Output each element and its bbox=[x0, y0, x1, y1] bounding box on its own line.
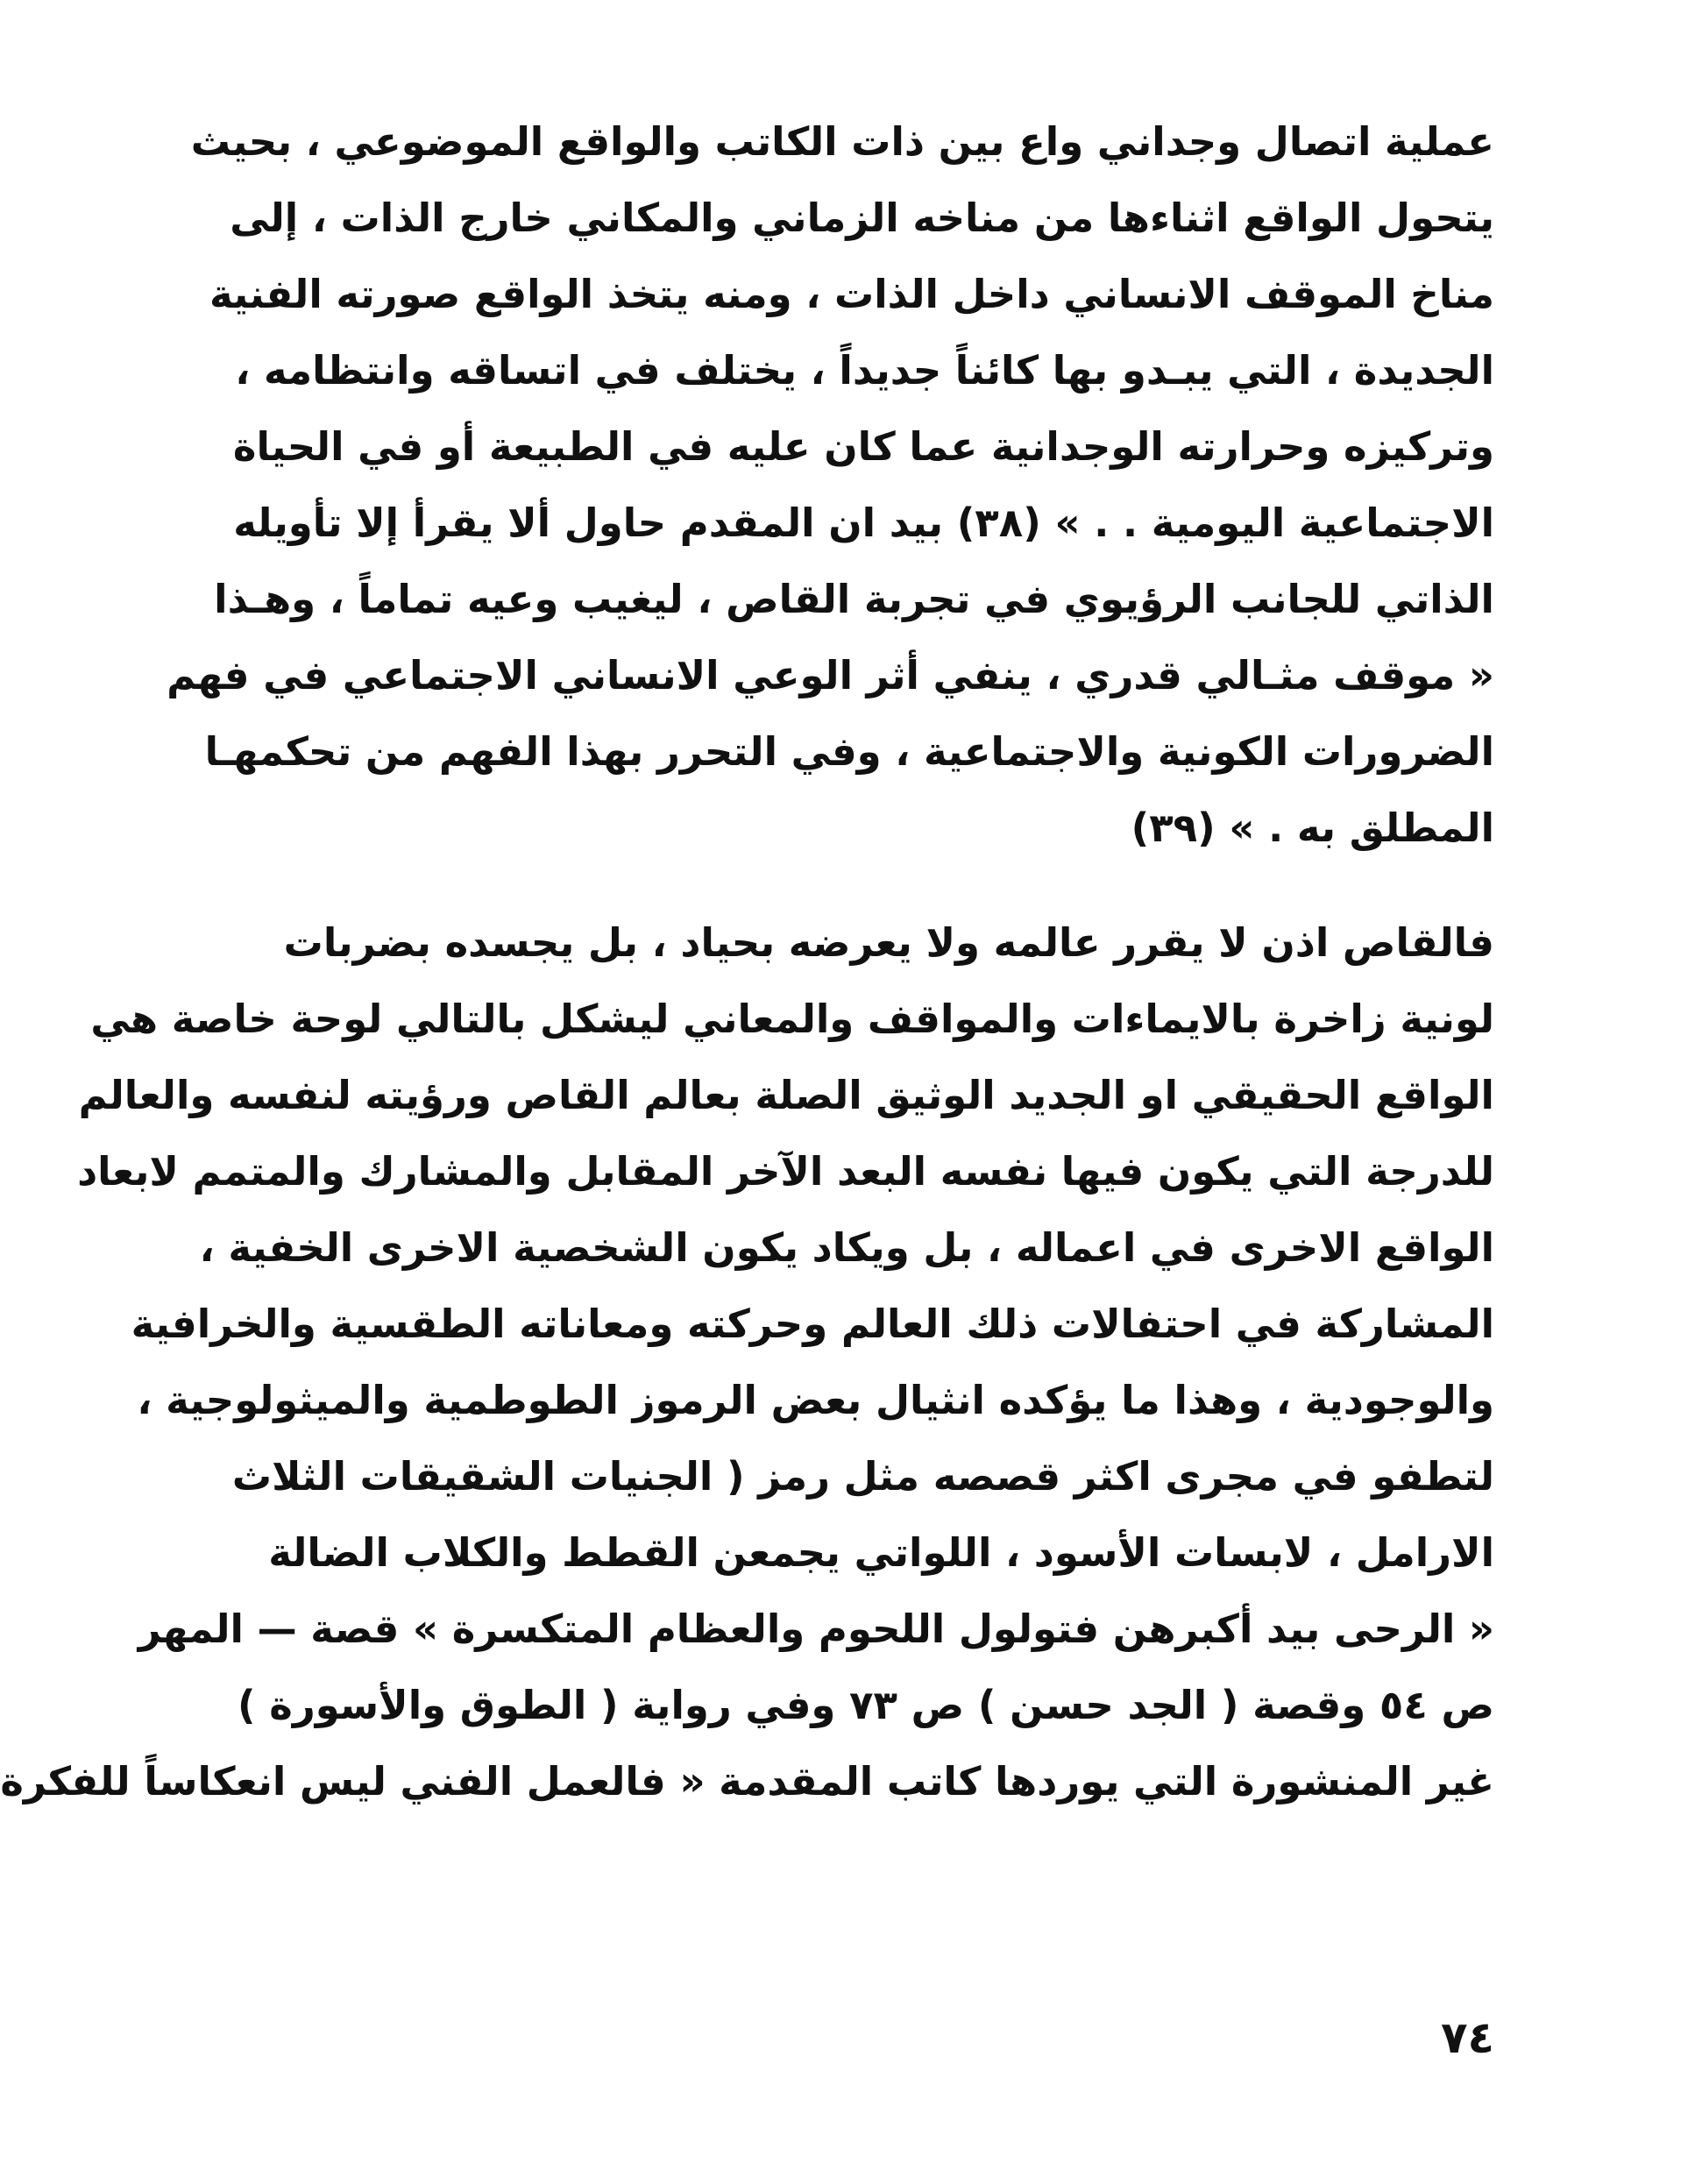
text-line: والوجودية ، وهذا ما يؤكده انثيال بعض الرموز الطوطمية والميثولوجية ، bbox=[137, 1377, 1494, 1423]
text-line: « الرحى بيد أكبرهن فتولول اللحوم والعظام المتكسرة » قصة — المهر bbox=[138, 1606, 1494, 1652]
body-text bbox=[0, 103, 1494, 1819]
text-line: عملية اتصال وجداني واع بين ذات الكاتب والواقع الموضوعي ، بحيث bbox=[190, 118, 1494, 165]
text-line: الضرورات الكونية والاجتماعية ، وفي التحرر بهذا الفهم من تحكمهـا bbox=[204, 728, 1494, 775]
text-line: فالقاص اذن لا يقرر عالمه ولا يعرضه بحياد ، بل يجسده بضربات bbox=[283, 919, 1494, 966]
text-line: « موقف مثـالي قدري ، ينفي أثر الوعي الانساني الاجتماعي في فهم bbox=[167, 652, 1494, 698]
text-line: الواقع الحقيقي او الجديد الوثيق الصلة بعالم القاص ورؤيته لنفسه والعالم bbox=[78, 1072, 1494, 1118]
text-line: الاجتماعية اليومية . . » (٣٨) بيد ان المقدم حاول ألا يقرأ إلا تأويله bbox=[233, 500, 1494, 546]
paragraph-2 bbox=[0, 904, 1494, 1819]
text-line: الواقع الاخرى في اعماله ، بل ويكاد يكون الشخصية الاخرى الخفية ، bbox=[199, 1224, 1494, 1271]
text-line: الجديدة ، التي يبـدو بها كائناً جديداً ، يختلف في اتساقه وانتظامه ، bbox=[235, 347, 1494, 394]
paragraph-1 bbox=[167, 103, 1494, 866]
text-line: يتحول الواقع اثناءها من مناخه الزماني والمكاني خارج الذات ، إلى bbox=[230, 195, 1494, 241]
text-line: الارامل ، لابسات الأسود ، اللواتي يجمعن القطط والكلاب الضالة bbox=[268, 1529, 1494, 1576]
text-line: ص ٥٤ وقصة ( الجد حسن ) ص ٧٣ وفي رواية ( الطوق والأسورة ) bbox=[238, 1682, 1494, 1728]
paragraph-gap bbox=[307, 866, 1494, 904]
text-line: لتطفو في مجرى اكثر قصصه مثل رمز ( الجنيات الشقيقات الثلاث bbox=[231, 1453, 1494, 1500]
text-line: لونية زاخرة بالايماءات والمواقف والمعاني ليشكل بالتالي لوحة خاصة هي bbox=[90, 996, 1494, 1042]
text-line: وتركيزه وحرارته الوجدانية عما كان عليه في الطبيعة أو في الحياة bbox=[232, 423, 1494, 470]
text-line: المطلق به . » (٣٩) bbox=[1131, 805, 1494, 851]
text-line: مناخ الموقف الانساني داخل الذات ، ومنه يتخذ الواقع صورته الفنية bbox=[209, 271, 1494, 317]
text-line: للدرجة التي يكون فيها نفسه البعد الآخر المقابل والمشارك والمتمم لابعاد bbox=[77, 1148, 1494, 1195]
page-number: ٧٤ bbox=[1440, 2012, 1494, 2063]
text-line: غير المنشورة التي يوردها كاتب المقدمة « فالعمل الفني ليس انعكاساً للفكرة bbox=[0, 1758, 1494, 1805]
text-line: الذاتي للجانب الرؤيوي في تجربة القاص ، ليغيب وعيه تماماً ، وهـذا bbox=[214, 576, 1494, 622]
text-line: المشاركة في احتفالات ذلك العالم وحركته ومعاناته الطقسية والخرافية bbox=[131, 1301, 1494, 1347]
